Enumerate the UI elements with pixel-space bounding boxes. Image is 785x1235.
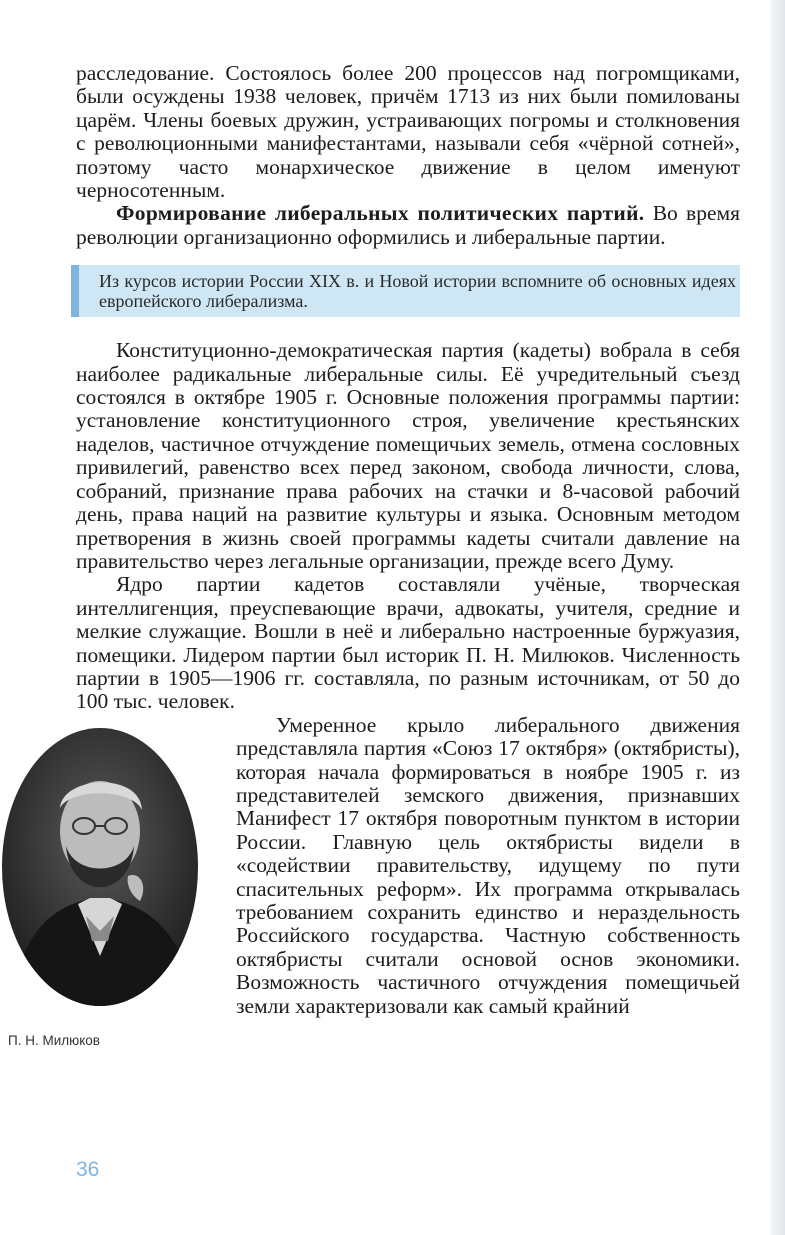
- paragraph-3: Конституционно-демократическая партия (кадеты) вобрала в себя наиболее радикальные либеральные силы. Её учредительный съезд состоялся в октябре 1905 г. Основные положения программы партии: установление конституционного строя, увеличение крестьянских наделов, частичное отчуждение помещичьих земель, отмена сословных привилегий, равенство всех перед законом, свобода личности, слова, собраний, признание права рабочих на стачки и 8-часовой рабочий день, права наций на развитие культуры и языка. Основным методом претворения в жизнь своей программы кадеты считали давление на правительство через легальные организации, прежде всего Думу.: [76, 338, 740, 573]
- paragraph-4: Ядро партии кадетов составляли учёные, творческая интеллигенция, преуспевающие врачи, адвокаты, учителя, средние и мелкие служащие. Вошли в неё и либерально настроенные буржуазия, помещики. Лидером партии был историк П. Н. Милюков. Численность партии в 1905—1906 гг. составляла, по разным источникам, от 50 до 100 тыс. человек.: [76, 572, 740, 714]
- paragraph-5: Умеренное крыло либерального движения представляла партия «Союз 17 октября» (октябристы), которая начала формироваться в ноябре 1905 г. из представителей земского движения, признавших Манифест 17 октября поворотным пунктом в истории России. Главную цель октябристы видели в «содействии правительству, идущему по пути спасительных реформ». Их программа открывалась требованием сохранить единство и нераздельность Российского государства. Частную собственность октябристы считали основой основ экономики. Возможность частичного отчуждения помещичьей земли характеризовали как самый крайний: [236, 712, 740, 1018]
- portrait-caption: П. Н. Милюков: [8, 1032, 100, 1048]
- callout-box: [71, 265, 740, 317]
- paragraph-2: [76, 202, 740, 249]
- page-edge: [771, 0, 785, 1235]
- portrait-photo-icon: [0, 726, 200, 1008]
- page-number: 36: [76, 1158, 100, 1181]
- paragraph-2-text: Во время революции организационно оформились и либеральные партии.: [76, 201, 740, 249]
- callout-text: Из курсов истории России XIX в. и Новой истории вспомните об основных идеях европейского либерализма.: [99, 271, 736, 312]
- section-heading: Формирование либеральных политических партий.: [116, 201, 645, 226]
- page-content: [8, 61, 740, 1050]
- portrait-figure: [0, 720, 226, 1050]
- paragraph-1: расследование. Состоялось более 200 процессов над погромщиками, были осуждены 1938 человек, причём 1713 из них были помилованы царём. Члены боевых дружин, устраивающих погромы и столкновения с революционными манифестантами, называли себя «чёрной сотней», поэтому часто монархическое движение в целом именуют черносотенным.: [76, 61, 740, 203]
